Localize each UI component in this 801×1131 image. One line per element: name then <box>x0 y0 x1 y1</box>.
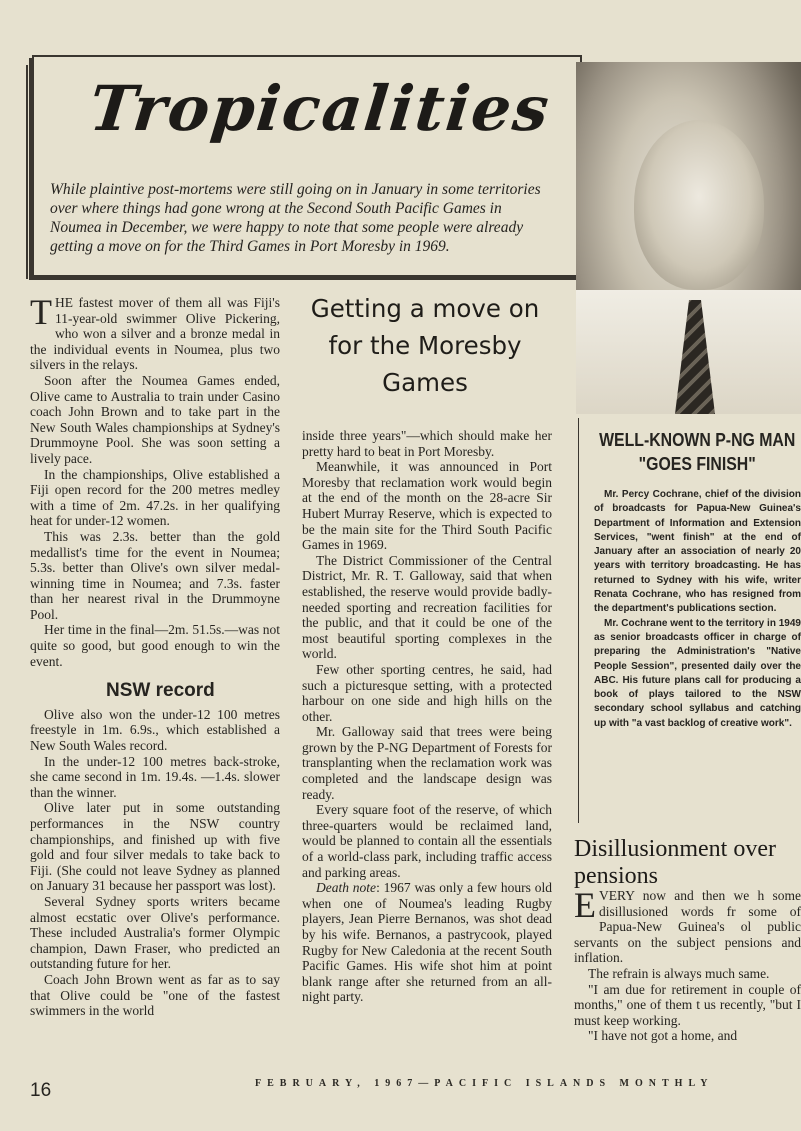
paragraph: Mr. Galloway said that trees were being grown by the P-NG Department of Forests for transplanting when the reclamation work was completed and the landscape design was ready. <box>302 724 552 802</box>
paragraph: Few other sporting centres, he said, had such a picturesque setting, with a protected harbour on one side and high hills on the other. <box>302 661 552 724</box>
paragraph: Every square foot of the reserve, of which three-quarters would be reclaimed land, would be planned to contain all the essentials of a world-class park, including traffic access and parking areas. <box>302 802 552 880</box>
paragraph: Meanwhile, it was announced in Port Moresby that reclamation work would begin at the end of the month on the 28-acre Sir Hubert Murray Reserve, which is expected to be the main site for the Third South Pacific Games in 1969. <box>302 459 552 553</box>
dropcap: E <box>574 885 596 925</box>
paragraph: The refrain is always much same. <box>588 965 770 981</box>
article-column-2 <box>302 428 552 1005</box>
paragraph: Olive later put in some outstanding performances in the NSW country championships, and finished up with five gold and four silver medals to take back to Fiji. (She could not leave Sydney as planned on January 31 because her passport was lost). <box>30 800 280 894</box>
paragraph: Mr. Cochrane went to the territory in 1949 as senior broadcasts officer in charge of preparing the Administration's "Native People Session", presented daily over the ABC. His future plans call for producing a book of plays tailored to the NSW secondary school syllabus and catching up with "a vast backlog of creative work". <box>594 617 801 729</box>
sidebar-rule <box>578 418 579 823</box>
article-column-1 <box>30 292 280 1019</box>
sidebar-heading: WELL-KNOWN P-NG MAN "GOES FINISH" <box>599 430 796 474</box>
paragraph: "I have not got a home, and <box>588 1028 738 1044</box>
footer-masthead: FEBRUARY, 1967—PACIFIC ISLANDS MONTHLY <box>255 1078 714 1089</box>
paragraph: In the championships, Olive established a Fiji open record for the 200 metres medley with a time of 2m. 47.2s. in her qualifying heat for under-12 women. <box>30 466 280 529</box>
paragraph: inside three years"—which should make her pretty hard to beat in Port Moresby. <box>302 428 552 459</box>
paragraph: "I am due for retirement in couple of months," one of them t us recently, "but I must keep working. <box>574 981 801 1028</box>
paragraph <box>302 880 552 1005</box>
pensions-heading: Disillusionment over pensions <box>574 836 776 889</box>
death-note-lead: Death note <box>316 880 377 896</box>
paragraph: Coach John Brown went as far as to say that Olive could be "one of the fastest swimmers in the world <box>30 971 280 1019</box>
paragraph: VERY now and then we h some disillusioned words fr some of Papua-New Guinea's ol public servants on the subject pensions and inflation. <box>574 888 801 966</box>
paragraph: In the under-12 100 metres back-stroke, she came second in 1m. 19.4s. —1.4s. slower than the winner. <box>30 753 280 800</box>
paragraph: Soon after the Noumea Games ended, Olive came to Australia to train under Casino coach John Brown and to take part in the New South Wales championships at Sydney's Drummoyne Pool. She was soon setting a lively pace. <box>30 372 280 466</box>
dropcap: T <box>30 292 52 332</box>
paragraph: HE fastest mover of them all was Fiji's 11-year-old swimmer Olive Pickering, who won a silver and a bronze medal in the individual events in Noumea, plus two silvers in the relays. <box>30 295 280 373</box>
paragraph: Olive also won the under-12 100 metres freestyle in 1m. 6.9s., which established a New South Wales record. <box>30 706 280 754</box>
portrait-face <box>634 120 764 290</box>
intro-paragraph: While plaintive post-mortems were still going on in January in some territories over where things had gone wrong at the Second South Pacific Games in Noumea in December, we were happy to note that some people were already getting a move on for the Third Games in Port Moresby in 1969. <box>50 181 541 255</box>
page-number: 16 <box>30 1080 52 1101</box>
death-note-text: : 1967 was only a few hours old when one of Noumea's leading Rugby players, Jean Pierre Bernanos, was shot dead by his wife. Bernanos, a pastrycook, played Rugby for New Caledonia at the recent South Pacific Games. His wife shot him at point blank range after she returned from an all-night party. <box>302 880 552 1005</box>
paragraph: This was 2.3s. better than the gold medallist's time for the event in Noumea; 5.3s. better than Olive's own silver medal-winning time in Noumea; and 7.3s. faster than her nearest rival in the Drummoyne Pool. <box>30 528 280 622</box>
page-title: Tropicalities <box>86 72 554 145</box>
sidebar-column <box>594 488 801 731</box>
article-column-4 <box>574 885 801 1044</box>
paragraph: Her time in the final—2m. 51.5s.—was not quite so good, but good enough to win the event. <box>30 622 280 669</box>
paragraph: Mr. Percy Cochrane, chief of the division of broadcasts for Papua-New Guinea's Department of Information and Extension Services, "went finish" at the end of January after an association of nearly 20 years with territory broadcasting. He has returned to Sydney with his wife, writer Renata Cochrane, who has resigned from the department's publications section. <box>594 489 801 615</box>
paragraph: Several Sydney sports writers became almost ecstatic over Olive's performance. These included Australia's former Olympic champion, Dawn Fraser, who predicted an outstanding future for her. <box>30 893 280 972</box>
subheading-nsw-record: NSW record <box>106 680 215 702</box>
article-heading: Getting a move on for the Moresby Games <box>310 294 540 397</box>
paragraph: The District Commissioner of the Central District, Mr. R. T. Galloway, said that when established, the reserve would provide badly-needed sporting and recreation facilities for the public, and that it could be one of the most beautiful sporting complexes in the world. <box>302 552 552 662</box>
